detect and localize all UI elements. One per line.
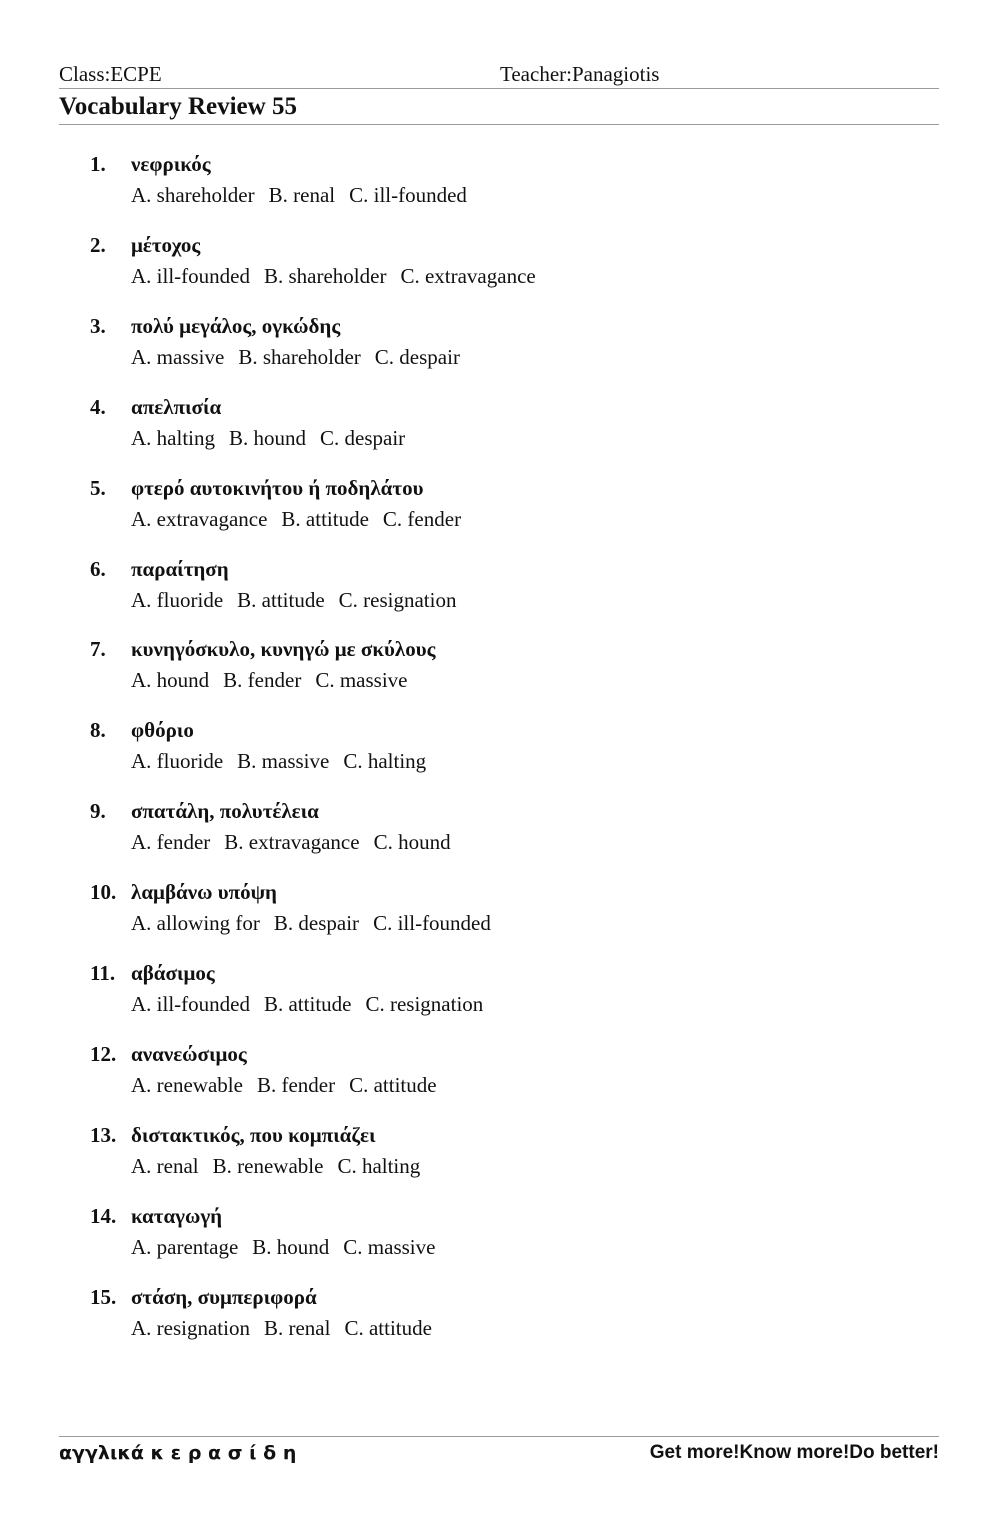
answer-options [131, 668, 421, 693]
question-item [0, 718, 1000, 780]
answer-option: C. despair [374, 344, 460, 369]
question-prompt: φτερό αυτοκινήτου ή ποδηλάτου [131, 475, 424, 500]
answer-option: C. attitude [344, 1315, 432, 1340]
question-number: 10. [90, 880, 117, 905]
answer-options [131, 1316, 446, 1341]
answer-options [131, 183, 481, 208]
footer-brand: αγγλικά κ ε ρ α σ ί δ η [59, 1442, 297, 1464]
answer-option: C. ill-founded [373, 911, 491, 936]
question-prompt: στάση, συμπεριφορά [131, 1284, 317, 1309]
answer-option: C. resignation [338, 587, 457, 612]
answer-option: B. renewable [212, 1153, 324, 1178]
question-number: 9. [90, 799, 106, 824]
question-item [0, 152, 1000, 214]
question-prompt: νεφρικός [131, 152, 211, 176]
answer-option: C. attitude [349, 1072, 437, 1097]
question-prompt: αβάσιμος [131, 961, 215, 985]
answer-option: B. extravagance [224, 830, 360, 855]
question-item [0, 233, 1000, 295]
question-number: 14. [90, 1203, 117, 1228]
answer-options [131, 588, 470, 613]
question-number: 2. [90, 232, 106, 257]
answer-option: B. renal [263, 1315, 331, 1340]
answer-option: C. halting [343, 749, 427, 774]
question-number: 5. [90, 475, 106, 500]
question-prompt: πολύ μεγάλος, ογκώδης [131, 313, 341, 338]
answer-option: A. shareholder [131, 183, 255, 207]
question-number: 8. [90, 718, 106, 743]
question-item [0, 961, 1000, 1023]
question-prompt: σπατάλη, πολυτέλεια [131, 799, 319, 824]
header-divider [59, 88, 939, 89]
answer-option: A. massive [131, 344, 225, 369]
answer-option: B. hound [252, 1234, 330, 1259]
answer-option: B. fender [256, 1072, 336, 1097]
answer-option: C. massive [343, 1234, 436, 1259]
question-number: 13. [90, 1122, 117, 1147]
question-item [0, 637, 1000, 699]
answer-option: B. despair [273, 911, 360, 936]
answer-options [131, 426, 419, 451]
answer-option: C. extravagance [400, 263, 536, 288]
answer-option: C. despair [320, 425, 406, 450]
worksheet-header [59, 62, 939, 88]
answer-options [131, 749, 440, 774]
answer-options [131, 507, 475, 532]
answer-option: B. attitude [281, 506, 369, 531]
question-prompt: παραίτηση [131, 556, 229, 581]
question-item [0, 1123, 1000, 1185]
answer-option: A. fender [131, 830, 211, 855]
answer-option: A. ill-founded [131, 263, 250, 288]
answer-option: A. renal [131, 1153, 199, 1178]
question-number: 6. [90, 556, 106, 581]
footer-divider [59, 1436, 939, 1437]
answer-option: C. resignation [365, 992, 484, 1016]
question-number: 15. [90, 1284, 117, 1309]
answer-option: A. fluoride [131, 749, 224, 774]
question-prompt: απελπισία [131, 394, 222, 419]
answer-option: C. hound [373, 830, 451, 855]
question-prompt: διστακτικός, που κομπιάζει [131, 1122, 376, 1147]
answer-options [131, 911, 505, 936]
answer-option: A. resignation [131, 1315, 250, 1340]
answer-option: A. ill-founded [131, 992, 250, 1016]
answer-option: B. attitude [263, 992, 352, 1016]
answer-options [131, 1073, 451, 1098]
question-prompt: κυνηγόσκυλο, κυνηγώ με σκύλους [131, 637, 436, 662]
teacher-label: Teacher:Panagiotis [500, 62, 660, 86]
question-prompt: φθόριο [131, 718, 194, 743]
question-item [0, 557, 1000, 619]
question-prompt: λαμβάνω υπόψη [131, 880, 277, 905]
answer-option: B. shareholder [263, 263, 387, 288]
answer-option: A. renewable [131, 1072, 243, 1097]
answer-options [131, 1235, 449, 1260]
title-divider [59, 124, 939, 125]
question-number: 11. [90, 961, 116, 985]
question-number: 1. [90, 152, 106, 176]
answer-option: C. halting [337, 1153, 421, 1178]
page-title: Vocabulary Review 55 [59, 93, 297, 120]
class-label: Class:ECPE [59, 62, 162, 86]
question-number: 7. [90, 637, 106, 662]
question-prompt: ανανεώσιμος [131, 1041, 247, 1066]
question-item [0, 1204, 1000, 1266]
answer-options [131, 264, 550, 289]
answer-option: C. massive [315, 668, 408, 693]
answer-option: B. attitude [237, 587, 325, 612]
answer-option: A. fluoride [131, 587, 224, 612]
answer-option: A. extravagance [131, 506, 268, 531]
answer-option: B. shareholder [238, 344, 361, 369]
answer-option: C. fender [382, 506, 462, 531]
answer-option: B. renal [268, 183, 336, 207]
answer-options [131, 830, 465, 855]
answer-option: A. allowing for [131, 911, 260, 936]
answer-options [131, 345, 474, 370]
answer-option: A. parentage [131, 1234, 239, 1259]
question-item [0, 476, 1000, 538]
answer-option: A. hound [131, 668, 210, 693]
answer-options [131, 992, 497, 1017]
question-item [0, 799, 1000, 861]
footer-slogan: Get more!Know more!Do better! [649, 1442, 939, 1463]
question-item [0, 1042, 1000, 1104]
answer-option: B. fender [223, 668, 302, 693]
question-number: 12. [90, 1041, 117, 1066]
question-item [0, 314, 1000, 376]
answer-option: B. massive [237, 749, 330, 774]
answer-option: A. halting [131, 425, 215, 450]
answer-option: C. ill-founded [349, 183, 467, 207]
question-item [0, 395, 1000, 457]
question-number: 3. [90, 313, 106, 338]
answer-options [131, 1154, 434, 1179]
answer-option: B. hound [229, 425, 307, 450]
question-prompt: καταγωγή [131, 1203, 223, 1228]
question-item [0, 880, 1000, 942]
question-item [0, 1285, 1000, 1347]
question-number: 4. [90, 394, 106, 419]
question-prompt: μέτοχος [131, 232, 201, 257]
